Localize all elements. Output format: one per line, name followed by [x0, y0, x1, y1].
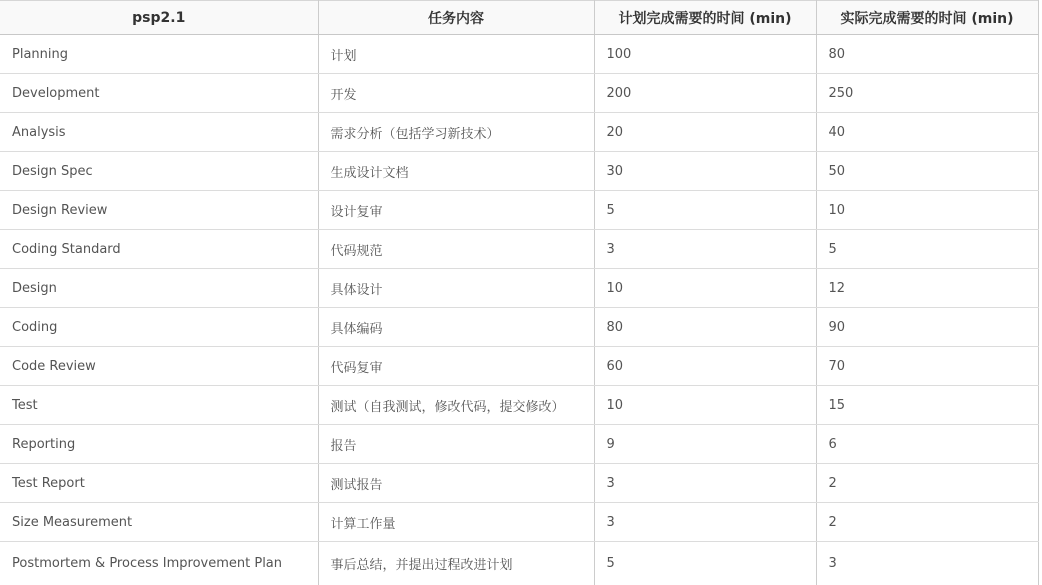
table-row — [0, 542, 1038, 585]
task-cell: 开发 — [318, 74, 594, 113]
stage-cell: Planning — [0, 35, 318, 74]
task-cell: 具体设计 — [318, 269, 594, 308]
table-row — [0, 191, 1038, 230]
task-cell: 测试报告 — [318, 464, 594, 503]
planned-time-cell: 3 — [594, 230, 816, 269]
task-cell: 报告 — [318, 425, 594, 464]
actual-time-cell: 250 — [816, 74, 1038, 113]
actual-time-cell: 80 — [816, 35, 1038, 74]
planned-time-cell: 30 — [594, 152, 816, 191]
table-row — [0, 347, 1038, 386]
actual-time-cell: 5 — [816, 230, 1038, 269]
planned-time-cell: 200 — [594, 74, 816, 113]
table-row — [0, 35, 1038, 74]
task-cell: 具体编码 — [318, 308, 594, 347]
actual-time-cell: 2 — [816, 503, 1038, 542]
planned-time-cell: 20 — [594, 113, 816, 152]
planned-time-cell: 100 — [594, 35, 816, 74]
table-row — [0, 74, 1038, 113]
stage-cell: Test — [0, 386, 318, 425]
planned-time-cell: 60 — [594, 347, 816, 386]
task-cell: 需求分析（包括学习新技术） — [318, 113, 594, 152]
planned-time-cell: 9 — [594, 425, 816, 464]
actual-time-cell: 90 — [816, 308, 1038, 347]
actual-time-cell: 6 — [816, 425, 1038, 464]
task-cell: 事后总结，并提出过程改进计划 — [318, 542, 594, 585]
planned-time-cell: 10 — [594, 269, 816, 308]
stage-cell: Code Review — [0, 347, 318, 386]
table-row — [0, 113, 1038, 152]
stage-cell: Coding — [0, 308, 318, 347]
table-row — [0, 269, 1038, 308]
stage-cell: Analysis — [0, 113, 318, 152]
table-row — [0, 386, 1038, 425]
table-row — [0, 464, 1038, 503]
task-cell: 计算工作量 — [318, 503, 594, 542]
task-cell: 测试（自我测试，修改代码，提交修改） — [318, 386, 594, 425]
table-row — [0, 503, 1038, 542]
planned-time-cell: 80 — [594, 308, 816, 347]
task-cell: 代码规范 — [318, 230, 594, 269]
stage-cell: Reporting — [0, 425, 318, 464]
actual-time-cell: 15 — [816, 386, 1038, 425]
stage-cell: Test Report — [0, 464, 318, 503]
stage-cell: Design Spec — [0, 152, 318, 191]
stage-cell: Design Review — [0, 191, 318, 230]
header-row — [0, 1, 1038, 35]
table-row — [0, 308, 1038, 347]
planned-time-cell: 3 — [594, 464, 816, 503]
actual-time-cell: 12 — [816, 269, 1038, 308]
column-header-planned-time: 计划完成需要的时间 (min) — [594, 1, 816, 35]
table-row — [0, 230, 1038, 269]
planned-time-cell: 3 — [594, 503, 816, 542]
planned-time-cell: 5 — [594, 191, 816, 230]
actual-time-cell: 70 — [816, 347, 1038, 386]
table-row — [0, 152, 1038, 191]
task-cell: 计划 — [318, 35, 594, 74]
planned-time-cell: 5 — [594, 542, 816, 585]
stage-cell: Postmortem & Process Improvement Plan — [0, 542, 318, 585]
stage-cell: Design — [0, 269, 318, 308]
column-header-actual-time: 实际完成需要的时间 (min) — [816, 1, 1038, 35]
task-cell: 设计复审 — [318, 191, 594, 230]
actual-time-cell: 50 — [816, 152, 1038, 191]
column-header-psp: psp2.1 — [0, 1, 318, 35]
actual-time-cell: 40 — [816, 113, 1038, 152]
planned-time-cell: 10 — [594, 386, 816, 425]
task-cell: 生成设计文档 — [318, 152, 594, 191]
stage-cell: Size Measurement — [0, 503, 318, 542]
table-row — [0, 425, 1038, 464]
task-cell: 代码复审 — [318, 347, 594, 386]
actual-time-cell: 10 — [816, 191, 1038, 230]
stage-cell: Development — [0, 74, 318, 113]
actual-time-cell: 3 — [816, 542, 1038, 585]
actual-time-cell: 2 — [816, 464, 1038, 503]
column-header-task: 任务内容 — [318, 1, 594, 35]
stage-cell: Coding Standard — [0, 230, 318, 269]
